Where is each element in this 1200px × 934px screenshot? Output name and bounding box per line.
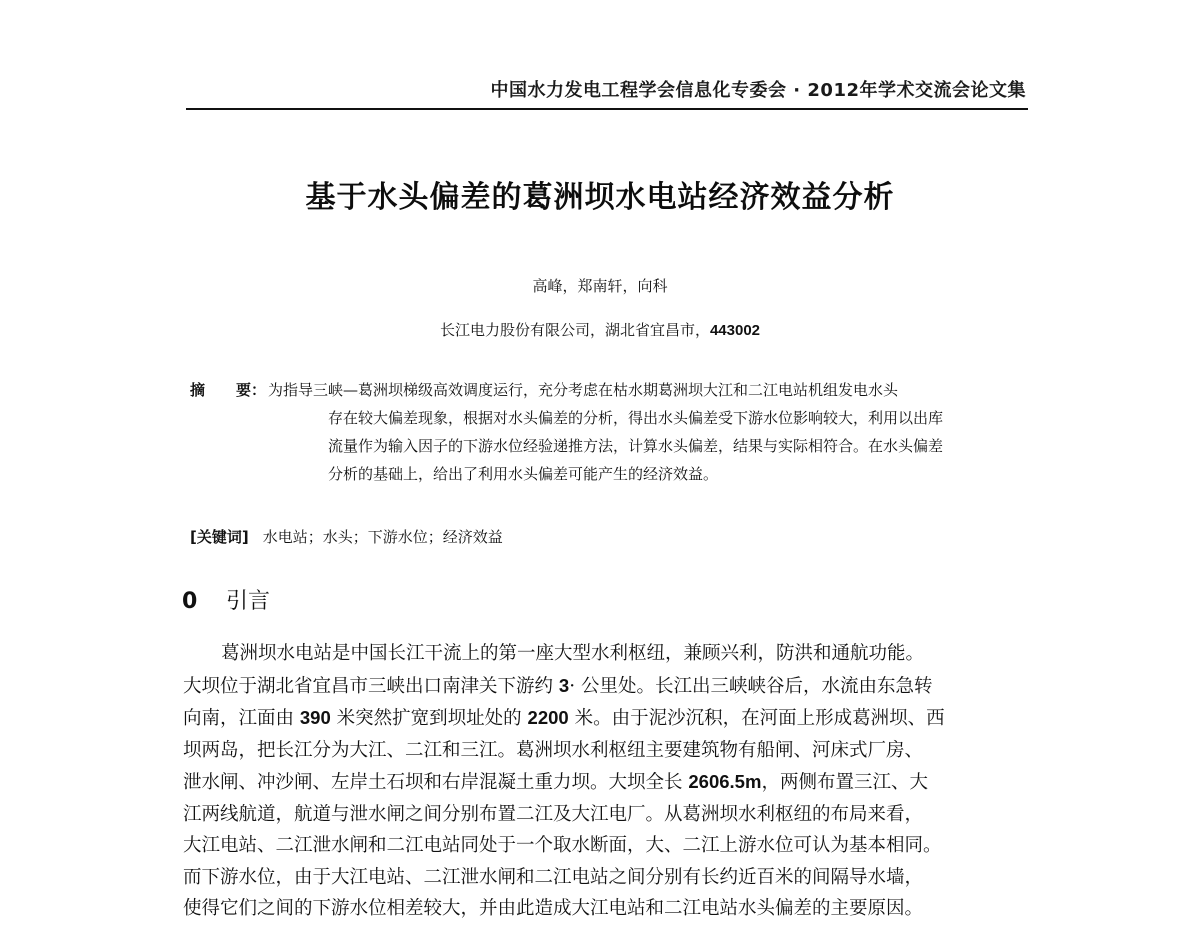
body-text: 米突然扩宽到坝址处的 <box>330 708 528 729</box>
section-number: 0 <box>182 589 198 614</box>
affiliation <box>0 320 1200 341</box>
abstract-line: 流量作为输入因子的下游水位经验递推方法，计算水头偏差，结果与实际相符合。在水头偏差 <box>328 437 944 455</box>
body-text: 而下游水位，由于大江电站、二江泄水闸和二江电站之间分别有长约近百米的间隔导水墙， <box>183 866 924 888</box>
body-text: · 公里处。长江出三峡峡谷后，水流由东急转 <box>569 675 933 697</box>
body-line <box>183 766 1043 799</box>
body-text: 使得它们之间的下游水位相差较大，并由此造成大江电站和二江电站水头偏差的主要原因。 <box>183 898 924 919</box>
body-line <box>183 670 1043 703</box>
abstract-line: 为指导三峡—葛洲坝梯级高效调度运行，充分考虑在枯水期葛洲坝大江和二江电站机组发电水头 <box>268 381 899 399</box>
paper-title: 基于水头偏差的葛洲坝水电站经济效益分析 <box>305 180 895 215</box>
body-text: ，两侧布置三江、大 <box>761 772 928 793</box>
body-text: 向南，江面由 <box>183 708 300 729</box>
body-line <box>183 638 1043 670</box>
keywords-label: [关键词] <box>190 528 249 546</box>
body-line <box>183 735 1043 767</box>
abstract-label-part-1: 摘 <box>190 381 206 399</box>
body-text: 葛洲坝水电站是中国长江干流上的第一座大型水利枢纽，兼顾兴利，防洪和通航功能。 <box>221 643 925 664</box>
body-number: 3 <box>558 674 570 696</box>
section-heading <box>182 588 270 616</box>
body-text: 江两线航道，航道与泄水闸之间分别布置二江及大江电厂。从葛洲坝水利枢纽的布局来看， <box>183 803 924 825</box>
body-line <box>183 862 1043 894</box>
abstract-line: 分析的基础上，给出了利用水头偏差可能产生的经济效益。 <box>328 465 719 483</box>
keywords <box>190 527 503 547</box>
postcode: 443002 <box>709 322 761 339</box>
body-text: 泄水闸、冲沙闸、左岸土石坝和右岸混凝土重力坝。大坝全长 <box>183 772 689 793</box>
body-text: 米。由于泥沙沉积，在河面上形成葛洲坝、西 <box>568 708 945 729</box>
abstract-body <box>268 376 1028 488</box>
body-line <box>183 830 1043 862</box>
author-list: 高峰，郑南轩，向科 <box>532 277 668 295</box>
body-text: 坝两岛，把长江分为大江、二江和三江。葛洲坝水利枢纽主要建筑物有船闸、河床式厂房、 <box>183 739 924 761</box>
body-text: 大坝位于湖北省宜昌市三峡出口南津关下游约 <box>183 675 559 697</box>
abstract-label <box>190 380 270 400</box>
affiliation-text: 长江电力股份有限公司，湖北省宜昌市， <box>439 321 710 339</box>
abstract-line: 存在较大偏差现象，根据对水头偏差的分析，得出水头偏差受下游水位影响较大，利用以出库 <box>328 409 944 427</box>
body-line <box>183 799 1043 831</box>
running-header: 中国水力发电工程学会信息化专委会 · 2012年学术交流会论文集 <box>490 80 1026 101</box>
section-body <box>183 638 1043 925</box>
abstract-label-part-2: 要： <box>236 381 267 399</box>
body-number: 2606.5m <box>688 771 762 792</box>
body-number: 2200 <box>527 707 569 728</box>
body-text: 大江电站、二江泄水闸和二江电站同处于一个取水断面，大、二江上游水位可认为基本相同。 <box>183 835 942 856</box>
body-line <box>183 893 1043 925</box>
section-title: 引言 <box>226 589 271 614</box>
header-rule <box>186 108 1028 110</box>
body-number: 390 <box>299 707 331 728</box>
keywords-value: 水电站；水头；下游水位；经济效益 <box>262 528 503 546</box>
body-line <box>183 702 1043 735</box>
